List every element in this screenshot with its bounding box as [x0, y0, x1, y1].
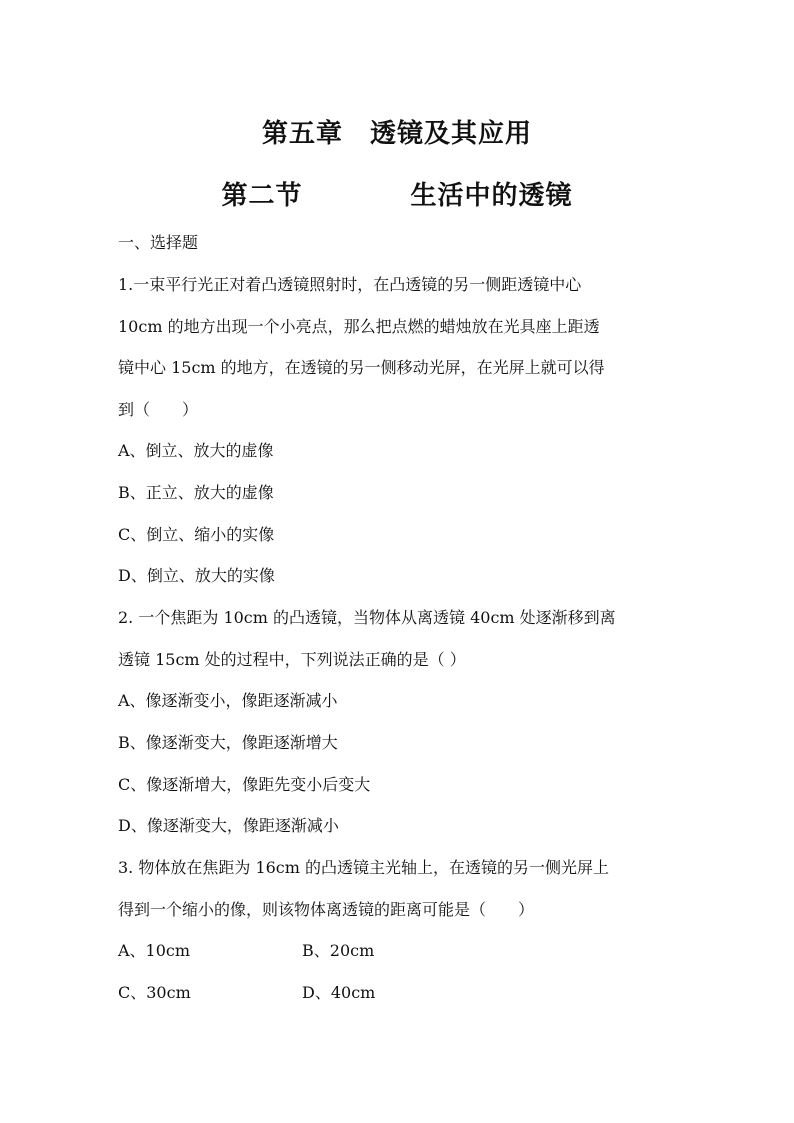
question-3-option-b: B、20cm	[302, 941, 375, 960]
question-3-option-a: A、10cm	[118, 941, 191, 960]
section-number: 第二节	[221, 181, 303, 211]
question-2-option-a: A、像逐渐变小，像距逐渐减小	[118, 691, 338, 710]
section-name: 生活中的透镜	[410, 181, 573, 211]
question-3-option-d: D、40cm	[302, 983, 376, 1002]
question-1-option-c: C、倒立、缩小的实像	[118, 525, 275, 544]
question-1-option-b: B、正立、放大的虚像	[118, 483, 274, 502]
question-1-line-1: 1.一束平行光正对着凸透镜照射时，在凸透镜的另一侧距透镜中心	[118, 275, 582, 294]
question-3-line-1: 3. 物体放在焦距为 16cm 的凸透镜主光轴上，在透镜的另一侧光屏上	[118, 858, 610, 877]
question-2-option-c: C、像逐渐增大，像距先变小后变大	[118, 775, 371, 794]
question-2-line-1: 2. 一个焦距为 10cm 的凸透镜，当物体从离透镜 40cm 处逐渐移到离	[118, 608, 616, 627]
question-2-line-2: 透镜 15cm 处的过程中，下列说法正确的是（ ）	[118, 650, 466, 669]
question-1-line-2: 10cm 的地方出现一个小亮点，那么把点燃的蜡烛放在光具座上距透	[118, 317, 600, 336]
question-1-line-3: 镜中心 15cm 的地方，在透镜的另一侧移动光屏，在光屏上就可以得	[118, 358, 605, 377]
section-title	[0, 175, 794, 212]
question-3-option-c: C、30cm	[118, 983, 191, 1002]
question-2-option-b: B、像逐渐变大，像距逐渐增大	[118, 733, 338, 752]
question-3-line-2: 得到一个缩小的像，则该物体离透镜的距离可能是（ ）	[118, 900, 535, 919]
question-1-option-d: D、倒立、放大的实像	[118, 566, 275, 585]
question-2-option-d: D、像逐渐变大，像距逐渐减小	[118, 816, 339, 835]
section-heading: 一、选择题	[118, 233, 199, 252]
chapter-title: 第五章 透镜及其应用	[261, 119, 532, 149]
question-1-line-4: 到（ ）	[118, 400, 199, 419]
question-1-option-a: A、倒立、放大的虚像	[118, 441, 274, 460]
